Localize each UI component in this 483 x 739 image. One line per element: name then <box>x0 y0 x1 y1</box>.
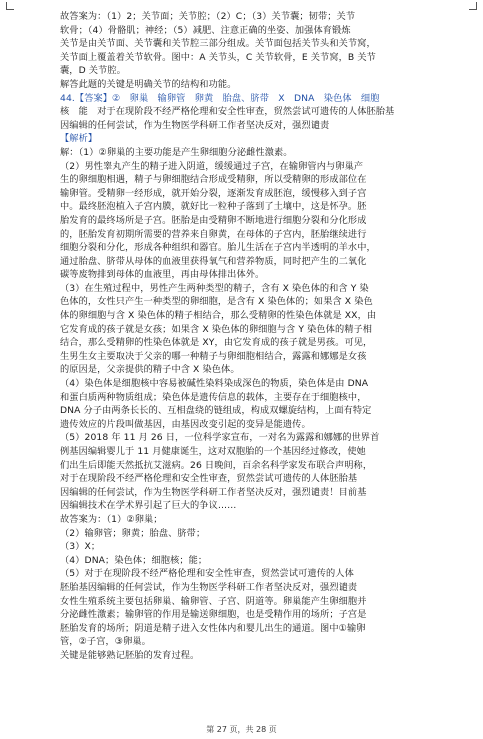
text-line: 遗传效应的片段叫做基因，由基因改变引起的变异是能遗传。 <box>60 418 311 430</box>
text-line: 胚胎基因编辑的任何尝试，作为生物医学科研工作者坚决反对，强烈谴责 <box>60 581 358 593</box>
text-line: 故答案为：（1）②卵巢； <box>60 513 163 525</box>
text-line: 因编辑的任何尝试，作为生物医学科研工作者坚决反对，强烈谴责！目前基 <box>60 486 367 498</box>
text-line: 胚胎发育的场所；阴道是精子进入女性体内和婴儿出生的通道。图中①输卵 <box>60 622 366 634</box>
text-line: 中。最终胚泡植入子宫内膜，就好比一粒种子落到了土壤中，这是怀孕。胚 <box>60 201 367 213</box>
text-line: （4）DNA；染色体；细胞核；能； <box>60 554 208 566</box>
text-line: 分泌雌性激素；输卵管的作用是输送卵细胞，也是受精作用的场所；子宫是 <box>60 609 367 621</box>
question-44-answer-heading: 44.【答案】② 卵巢 输卵管 卵黄 胎盘、脐带 X DNA 染色体 细胞 <box>60 92 380 104</box>
text-line: 例基因编辑婴儿于 11 月健康诞生，这对双胞胎的一个基因经过修改，使她 <box>60 446 366 457</box>
analysis-heading: 【解析】 <box>60 133 98 145</box>
text-line: （5）2018 年 11 月 26 日，一位科学家宣布，一对名为露露和娜娜的世界首 <box>60 432 380 444</box>
page-footer: 第 27 页，共 28 页 <box>206 725 277 734</box>
text-line: 们出生后即能天然抵抗艾滋病。26 日晚间，百余名科学家发布联合声明称， <box>60 459 373 471</box>
text-line: （2）男性睾丸产生的精子进入阴道，缓缓通过子宫，在输卵管内与卵巢产 <box>60 160 364 172</box>
crop-mark-top-left <box>6 2 14 10</box>
text-line: 的原因是，父亲提供的精子中含 X 染色体。 <box>60 364 240 376</box>
text-line: 因编辑的任何尝试，作为生物医学科研工作者坚决反对，强烈谴责 <box>60 119 330 131</box>
text-line: 细胞分裂和分化，形成各种组织和器官。胎儿生活在子宫内半透明的羊水中， <box>60 242 376 254</box>
answer-text-block <box>60 10 446 663</box>
text-line: 关节面上覆盖着关节软骨。图中：A 关节头，C 关节软骨，E 关节窝，B 关节 <box>60 51 376 63</box>
text-line: （3）在生殖过程中，男性产生两种类型的精子，含有 X 染色体的和含 Y 染 <box>60 282 369 294</box>
text-line: 碳等废物排到母体的血液里，再由母体排出体外。 <box>60 269 265 281</box>
text-line: 囊，D 关节腔。 <box>60 65 126 77</box>
text-line: （2）输卵管；卵黄；胎盘、脐带； <box>60 527 206 539</box>
text-line: 结合，那么受精卵的性染色体就是 XY，由它发育成的孩子就是男孩。可见， <box>60 337 373 349</box>
text-line: 关键是能够熟记胚胎的发育过程。 <box>60 649 200 661</box>
text-line: 的，胚胎发育初期所需要的营养来自卵黄，在母体的子宫内，胚胎继续进行 <box>60 228 367 240</box>
text-line: 输卵管。受精卵一经形成，就开始分裂，逐渐发育成胚泡，缓慢移入到子宫 <box>60 187 367 199</box>
text-line: 和蛋白质两种物质组成；染色体是遗传信息的载体，主要存在于细胞核中， <box>60 391 367 403</box>
text-line: 故答案为：（1）2；关节面；关节腔；（2）C；（3）关节囊；韧带；关节 <box>60 11 356 22</box>
text-line: 关节是由关节面、关节囊和关节腔三部分组成。关节面包括关节头和关节窝， <box>60 38 376 50</box>
text-line: 生的卵细胞相遇，精子与卵细胞结合形成受精卵，所以受精卵的形成部位在 <box>60 174 367 186</box>
text-line: 通过胎盘、脐带从母体的血液里获得氧气和营养物质，同时把产生的二氧化 <box>60 255 367 267</box>
text-line: 生男生女主要取决于父亲的哪一种精子与卵细胞相结合，露露和娜娜是女孩 <box>60 350 367 362</box>
text-line: 管，②子宫，③卵巢。 <box>60 636 151 648</box>
text-line: DNA 分子由两条长长的、互相盘绕的链组成，构成双螺旋结构，上面有特定 <box>60 405 372 417</box>
text-line: 解答此题的关键是明确关节的结构和功能。 <box>60 78 237 90</box>
text-line: 胎发育的最终场所是子宫。胚胎是由受精卵不断地进行细胞分裂和分化形成 <box>60 214 367 226</box>
text-line: 女性生殖系统主要包括卵巢、输卵管、子宫、阴道等。卵巢能产生卵细胞并 <box>60 595 367 607</box>
text-line: 体的卵细胞与含 X 染色体的精子相结合，那么受精卵的性染色体就是 XX，由 <box>60 310 377 322</box>
text-line: 它发育成的孩子就是女孩；如果含 X 染色体的卵细胞与含 Y 染色体的精子相 <box>60 323 373 335</box>
text-line: 因编辑技术在学术界引起了巨大的争议…… <box>60 500 237 512</box>
text-line: （4）染色体是细胞核中容易被碱性染料染成深色的物质，染色体是由 DNA <box>60 378 369 390</box>
text-line: （5）对于在现阶段不经严格伦理和安全性审查，贸然尝试可遗传的人体 <box>60 568 354 580</box>
text-line: 软骨；（4）骨骼肌；神经；（5）减肥、注意正确的坐姿、加强体育锻炼 <box>60 24 351 36</box>
crop-mark-top-right <box>469 2 477 10</box>
text-line: 色体的，女性只产生一种类型的卵细胞，是含有 X 染色体的；如果含 X 染色 <box>60 296 373 308</box>
text-line: 核 能 对于在现阶段不经严格伦理和安全性审查，贸然尝试可遗传的人体胚胎基 <box>60 106 395 118</box>
text-line: 解：（1）②卵巢的主要功能是产生卵细胞分泌雌性激素。 <box>60 146 293 158</box>
text-line: （3）X； <box>60 541 101 553</box>
text-line: 对于在现阶段不经严格伦理和安全性审查，贸然尝试可遗传的人体胚胎基 <box>60 473 358 485</box>
